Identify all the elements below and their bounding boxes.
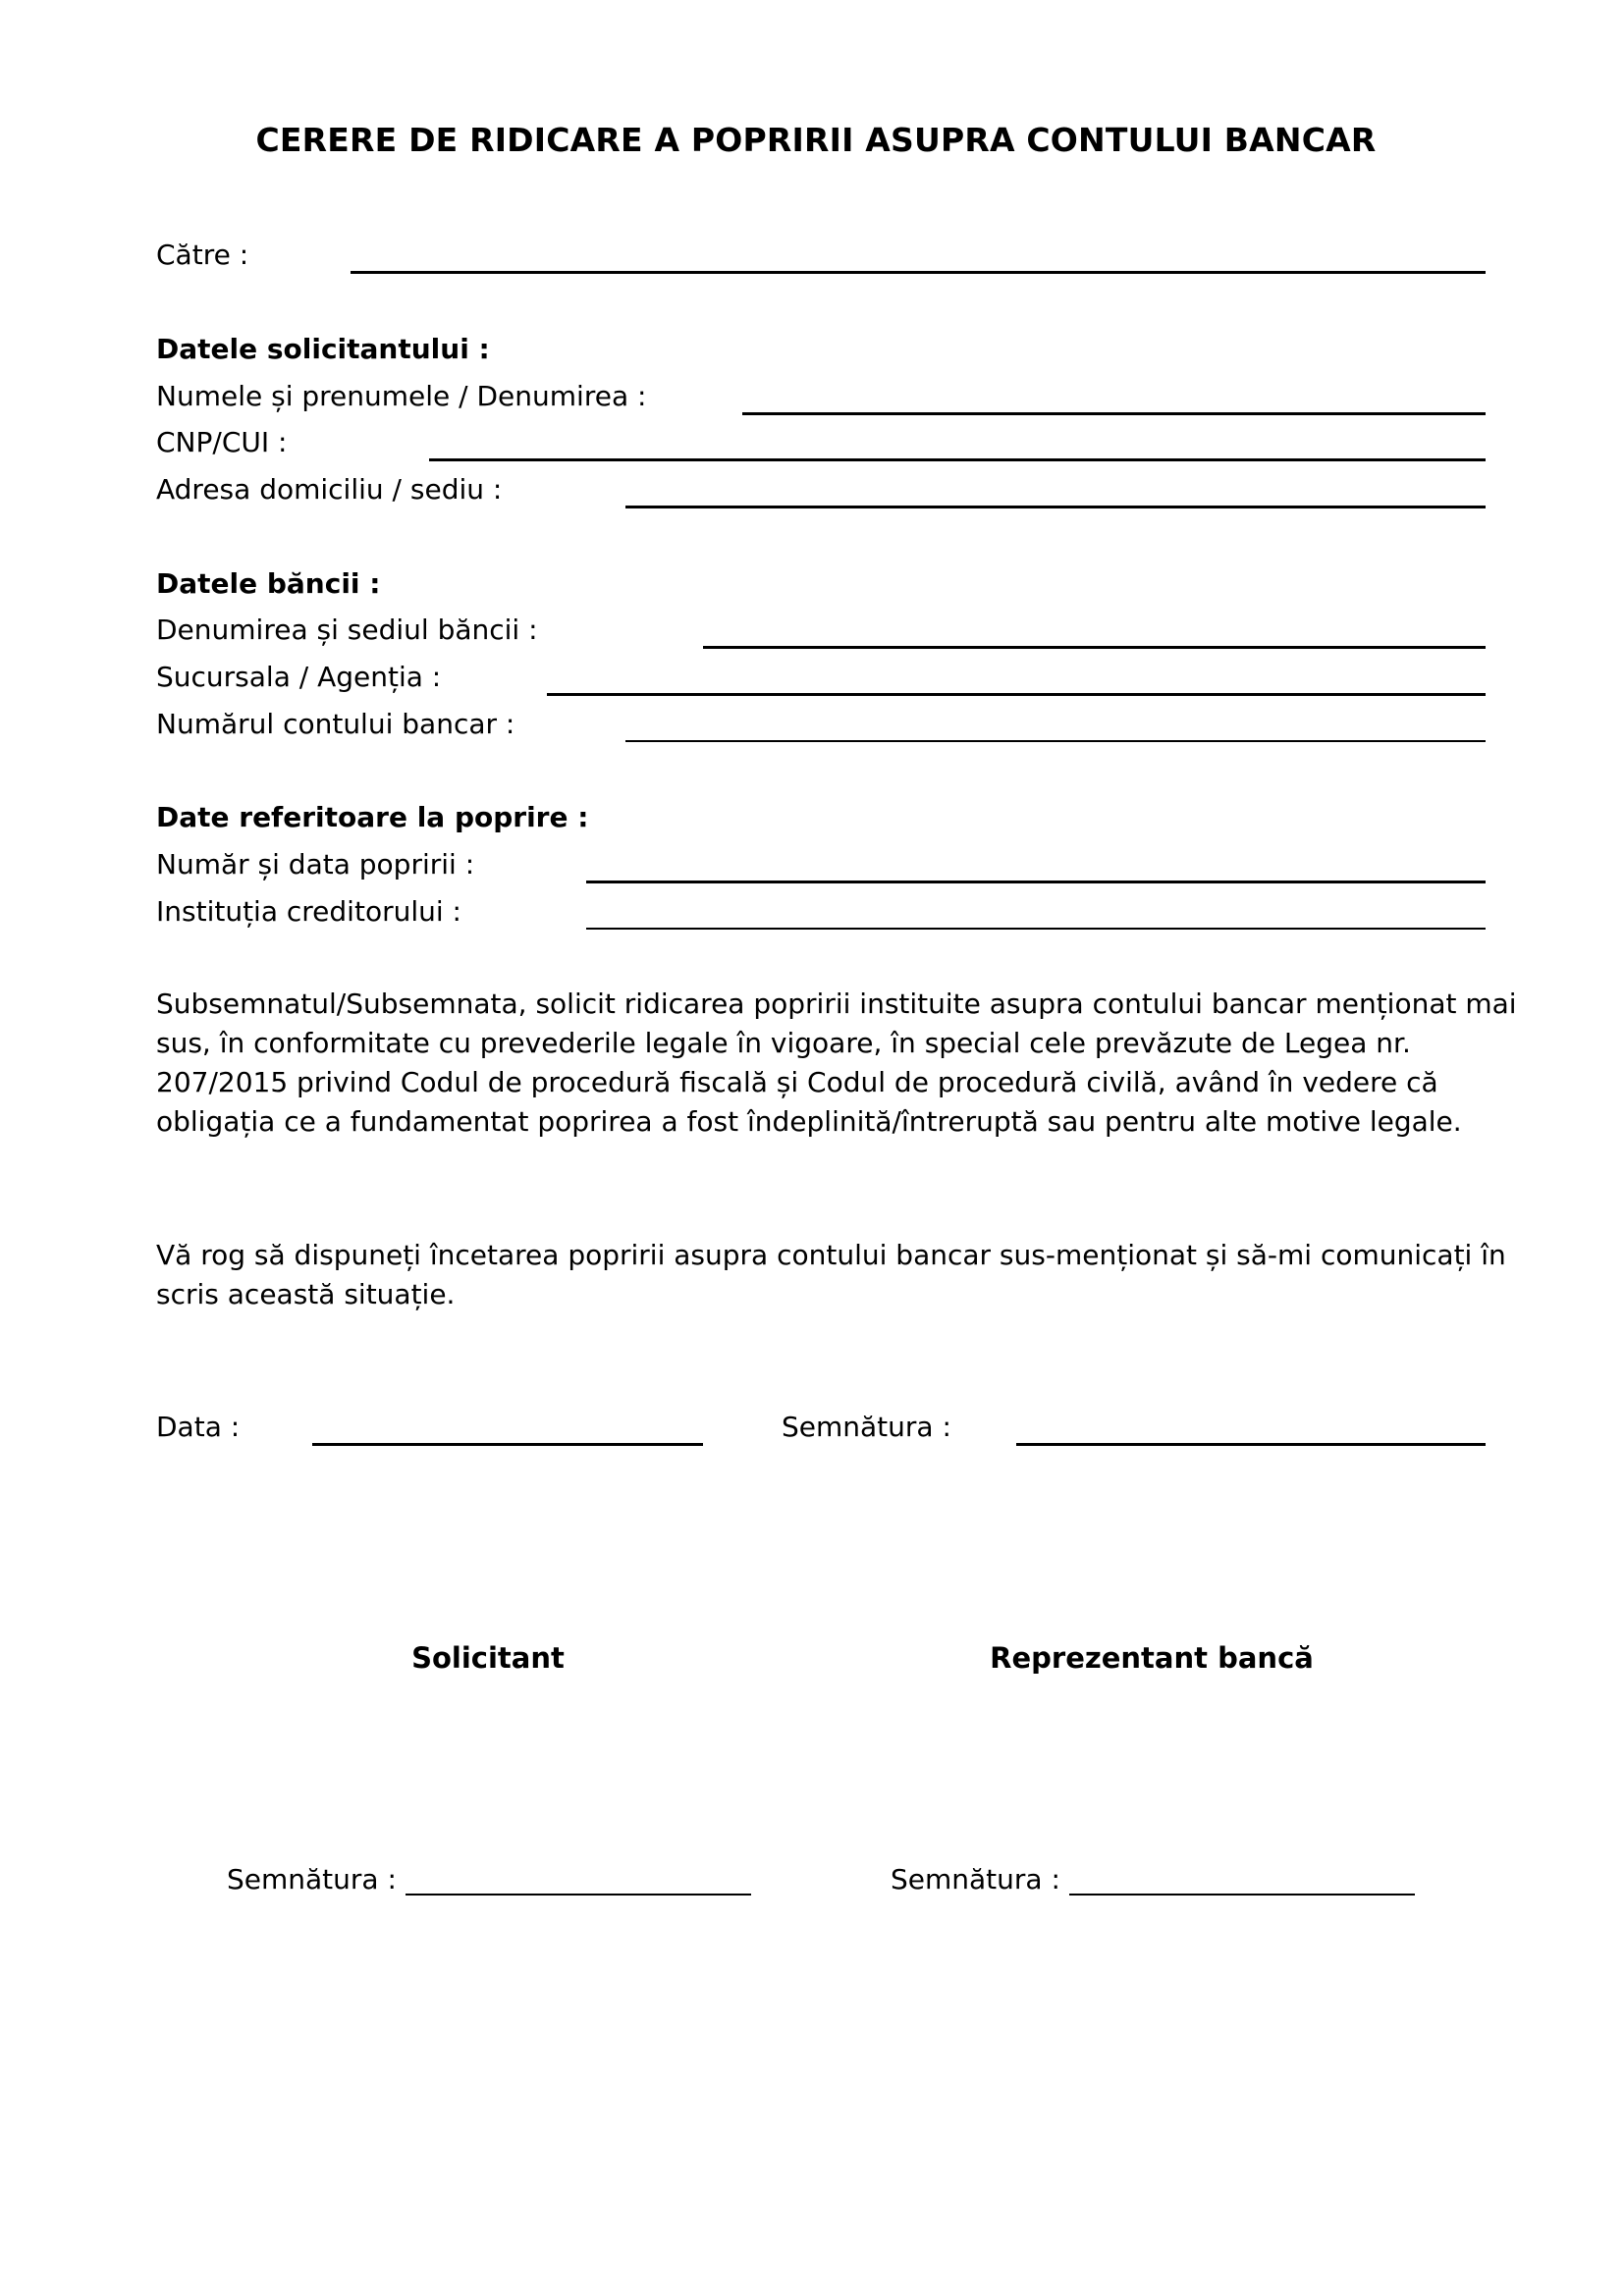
document-title: CERERE DE RIDICARE A POPRIRII ASUPRA CONTULUI BANCAR xyxy=(255,121,1377,159)
garnishment-number-label: Număr și data popririi : xyxy=(156,848,475,881)
account-field[interactable] xyxy=(625,740,1486,742)
applicant-signature-field[interactable] xyxy=(406,1894,751,1896)
bank-section-heading: Datele băncii : xyxy=(156,567,381,600)
bank-rep-title: Reprezentant bancă xyxy=(990,1641,1314,1675)
applicant-section-heading: Datele solicitantului : xyxy=(156,333,490,365)
creditor-field[interactable] xyxy=(586,928,1486,930)
cnp-field[interactable] xyxy=(429,458,1486,461)
bank-name-field[interactable] xyxy=(703,646,1486,649)
branch-field[interactable] xyxy=(547,693,1486,696)
signature-label: Semnătura : xyxy=(782,1411,951,1443)
applicant-name-field[interactable] xyxy=(742,412,1486,415)
signature-field[interactable] xyxy=(1016,1443,1486,1446)
bank-name-label: Denumirea și sediul băncii : xyxy=(156,614,538,646)
applicant-name-label: Numele și prenumele / Denumirea : xyxy=(156,380,647,412)
branch-label: Sucursala / Agenția : xyxy=(156,661,442,693)
recipient-field[interactable] xyxy=(351,271,1486,274)
cnp-label: CNP/CUI : xyxy=(156,426,288,458)
closing-paragraph: Vă rog să dispuneți încetarea popririi asupra contului bancar sus-menționat și să-mi comunicați în scris această situație. xyxy=(156,1239,1506,1310)
bank-rep-signature-field[interactable] xyxy=(1069,1894,1415,1896)
request-paragraph: Subsemnatul/Subsemnata, solicit ridicarea popririi instituite asupra contului bancar menționat mai sus, în conformitate cu prevederile legale în vigoare, în special cele prevăzute de Legea nr. 207/2015 privind Codul de procedură fiscală și Codul de procedură civilă, având în vedere că obligația ce a fundamentat poprirea a fost îndeplinită/întreruptă sau pentru alte motive legale. xyxy=(156,988,1517,1138)
date-field[interactable] xyxy=(312,1443,703,1446)
applicant-title: Solicitant xyxy=(411,1641,565,1675)
garnishment-number-field[interactable] xyxy=(586,881,1486,883)
applicant-signature-label: Semnătura : xyxy=(227,1863,397,1896)
address-label: Adresa domiciliu / sediu : xyxy=(156,473,503,506)
creditor-label: Instituția creditorului : xyxy=(156,895,461,928)
account-label: Numărul contului bancar : xyxy=(156,708,515,740)
address-field[interactable] xyxy=(625,506,1486,508)
garnishment-section-heading: Date referitoare la poprire : xyxy=(156,801,589,833)
recipient-label: Către : xyxy=(156,239,249,271)
date-label: Data : xyxy=(156,1411,241,1443)
bank-rep-signature-label: Semnătura : xyxy=(891,1863,1060,1896)
